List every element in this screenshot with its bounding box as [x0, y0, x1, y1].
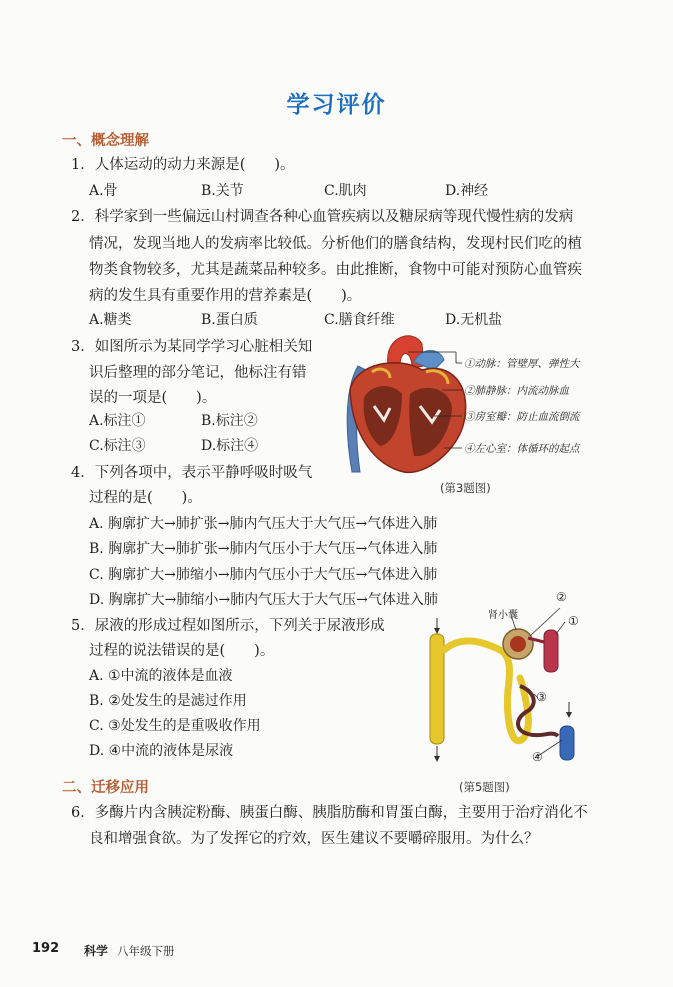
q5-line-2: 过程的说法错误的是( )。 — [89, 643, 275, 659]
q5-label-3: ③ — [536, 690, 547, 704]
q3-line-3: 误的一项是( )。 — [89, 390, 217, 406]
q6-line-1: 6．多酶片内含胰淀粉酶、胰蛋白酶、胰脂肪酶和胃蛋白酶，主要用于治疗消化不 — [71, 805, 588, 821]
q3-option-a: A.标注① — [89, 413, 146, 429]
q3-annotation-3: ③房室瓣：防止血流倒流 — [464, 411, 580, 423]
q5-label-1: ① — [568, 614, 579, 628]
q5-label-capsule: 肾小囊 — [488, 610, 518, 621]
q2-line-3: 物类食物较多，尤其是蔬菜品种较多。由此推断，食物中可能对预防心血管疾 — [89, 262, 582, 278]
q2-line-1: 2．科学家到一些偏远山村调查各种心血管疾病以及糖尿病等现代慢性病的发病 — [71, 209, 574, 225]
q3-option-c: C.标注③ — [89, 438, 146, 454]
q1-stem: 1．人体运动的动力来源是( )。 — [71, 157, 295, 173]
q2-line-2: 情况，发现当地人的发病率比较低。分析他们的膳食结构，发现村民们吃的植 — [89, 236, 582, 252]
q4-option-a: A. 胸廓扩大→肺扩张→肺内气压大于大气压→气体进入肺 — [89, 516, 438, 532]
q1-option-b: B.关节 — [201, 183, 244, 199]
page-number: 192 — [32, 941, 60, 956]
q5-option-b: B. ②处发生的是滤过作用 — [89, 693, 247, 709]
q2-option-c: C.膳食纤维 — [324, 312, 395, 328]
q4-option-b: B. 胸廓扩大→肺扩张→肺内气压小于大气压→气体进入肺 — [89, 541, 438, 557]
q4-line-2: 过程的是( )。 — [89, 490, 202, 506]
q1-option-d: D.神经 — [445, 183, 489, 199]
q3-option-d: D.标注④ — [201, 438, 259, 454]
q5-label-4: ④ — [532, 750, 543, 764]
q4-option-c: C. 胸廓扩大→肺缩小→肺内气压小于大气压→气体进入肺 — [89, 567, 438, 583]
page-title: 学习评价 — [286, 92, 387, 118]
q3-annotation-1: ①动脉：管壁厚、弹性大 — [464, 358, 580, 370]
q3-figure-caption: (第3题图) — [440, 481, 491, 495]
q2-option-d: D.无机盐 — [445, 312, 503, 328]
section-heading-concepts: 一、概念理解 — [62, 133, 149, 149]
q5-option-a: A. ①中流的液体是血液 — [89, 668, 233, 684]
footer-subject: 科学 — [84, 944, 109, 958]
q3-option-b: B.标注② — [201, 413, 258, 429]
section-heading-application: 二、迁移应用 — [62, 780, 149, 796]
q6-line-2: 良和增强食欲。为了发挥它的疗效，医生建议不要嚼碎服用。为什么？ — [89, 831, 539, 847]
q5-option-d: D. ④中流的液体是尿液 — [89, 743, 234, 759]
q3-annotation-2: ②肺静脉：内流动脉血 — [464, 385, 569, 397]
q2-option-b: B.蛋白质 — [201, 312, 258, 328]
footer-grade: 八年级下册 — [117, 944, 175, 958]
q3-line-2: 识后整理的部分笔记，他标注有错 — [89, 365, 307, 381]
q5-option-c: C. ③处发生的是重吸收作用 — [89, 718, 261, 734]
q4-option-d: D. 胸廓扩大→肺缩小→肺内气压大于大气压→气体进入肺 — [89, 592, 438, 608]
q3-line-1: 3．如图所示为某同学学习心脏相关知 — [71, 339, 313, 355]
q5-label-2: ② — [556, 590, 567, 604]
q2-line-4: 病的发生具有重要作用的营养素是( )。 — [89, 288, 362, 304]
q5-line-1: 5．尿液的形成过程如图所示，下列关于尿液形成 — [71, 618, 385, 634]
q1-option-a: A.骨 — [89, 183, 118, 199]
q3-annotation-4: ④左心室：体循环的起点 — [464, 443, 580, 455]
q2-option-a: A.糖类 — [89, 312, 132, 328]
q4-line-1: 4．下列各项中，表示平静呼吸时吸气 — [71, 465, 313, 481]
q1-option-c: C.肌肉 — [324, 183, 367, 199]
q5-figure-caption: (第5题图) — [459, 780, 510, 794]
heart-diagram — [330, 326, 630, 482]
